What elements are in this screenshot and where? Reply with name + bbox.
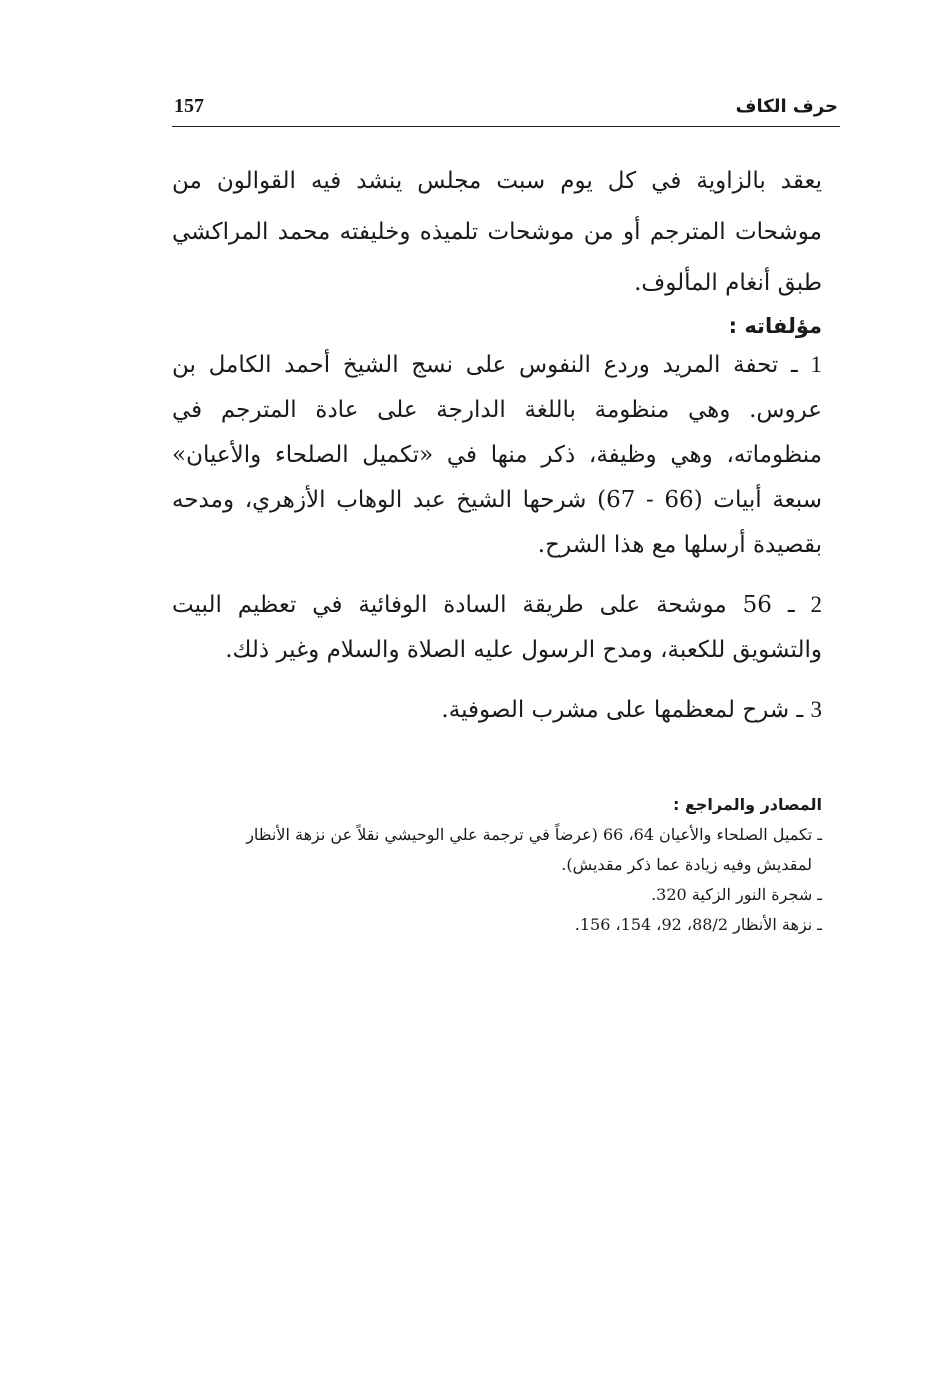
source-line: ـ نزهة الأنظار 88/2، 92، 154، 156. [574,915,822,934]
intro-paragraph: يعقد بالزاوية في كل يوم سبت مجلس ينشد فيه القوالون من موشحات المترجم أو من موشحات تلميذه وخليفته محمد المراكشي طبق أنغام المألوف. [172,168,822,296]
source-line: ـ شجرة النور الزكية 320. [651,885,822,904]
page-number: 157 [174,95,204,117]
work-number: 3 [810,697,822,722]
sources-section [168,790,822,940]
works-list [172,342,822,747]
work-item-2 [172,582,822,673]
sources-heading: المصادر والمراجع : [672,795,822,814]
works-heading: مؤلفاته : [728,314,822,338]
page-header [172,92,840,127]
work-text: ـ 56 موشحة على طريقة السادة الوفائية في تعظيم البيت والتشويق للكعبة، ومدح الرسول عليه الصلاة والسلام وغير ذلك. [172,592,822,663]
work-text: ـ شرح لمعظمها على مشرب الصوفية. [441,697,811,723]
source-line: ـ تكميل الصلحاء والأعيان 64، 66 (عرضاً في ترجمة علي الوحيشي نقلاً عن نزهة الأنظار [246,825,822,844]
work-item-1 [172,342,822,568]
work-number: 1 [810,352,822,377]
work-number: 2 [810,592,822,617]
work-item-3 [172,687,822,733]
running-title: حرف الكاف [735,96,838,117]
source-line: لمقديش وفيه زيادة عما ذكر مقديش). [561,855,812,874]
work-text: ـ تحفة المريد وردع النفوس على نسج الشيخ أحمد الكامل بن عروس. وهي منظومة باللغة الدارجة على عادة المترجم في منظوماته، وهي وظيفة، ذكر منها في «تكميل الصلحاء والأعيان» سبعة أبيات (66 - 67) شرحها الشيخ عبد الوهاب الأزهري، ومدحه بقصيدة أرسلها مع هذا الشرح. [172,352,822,558]
